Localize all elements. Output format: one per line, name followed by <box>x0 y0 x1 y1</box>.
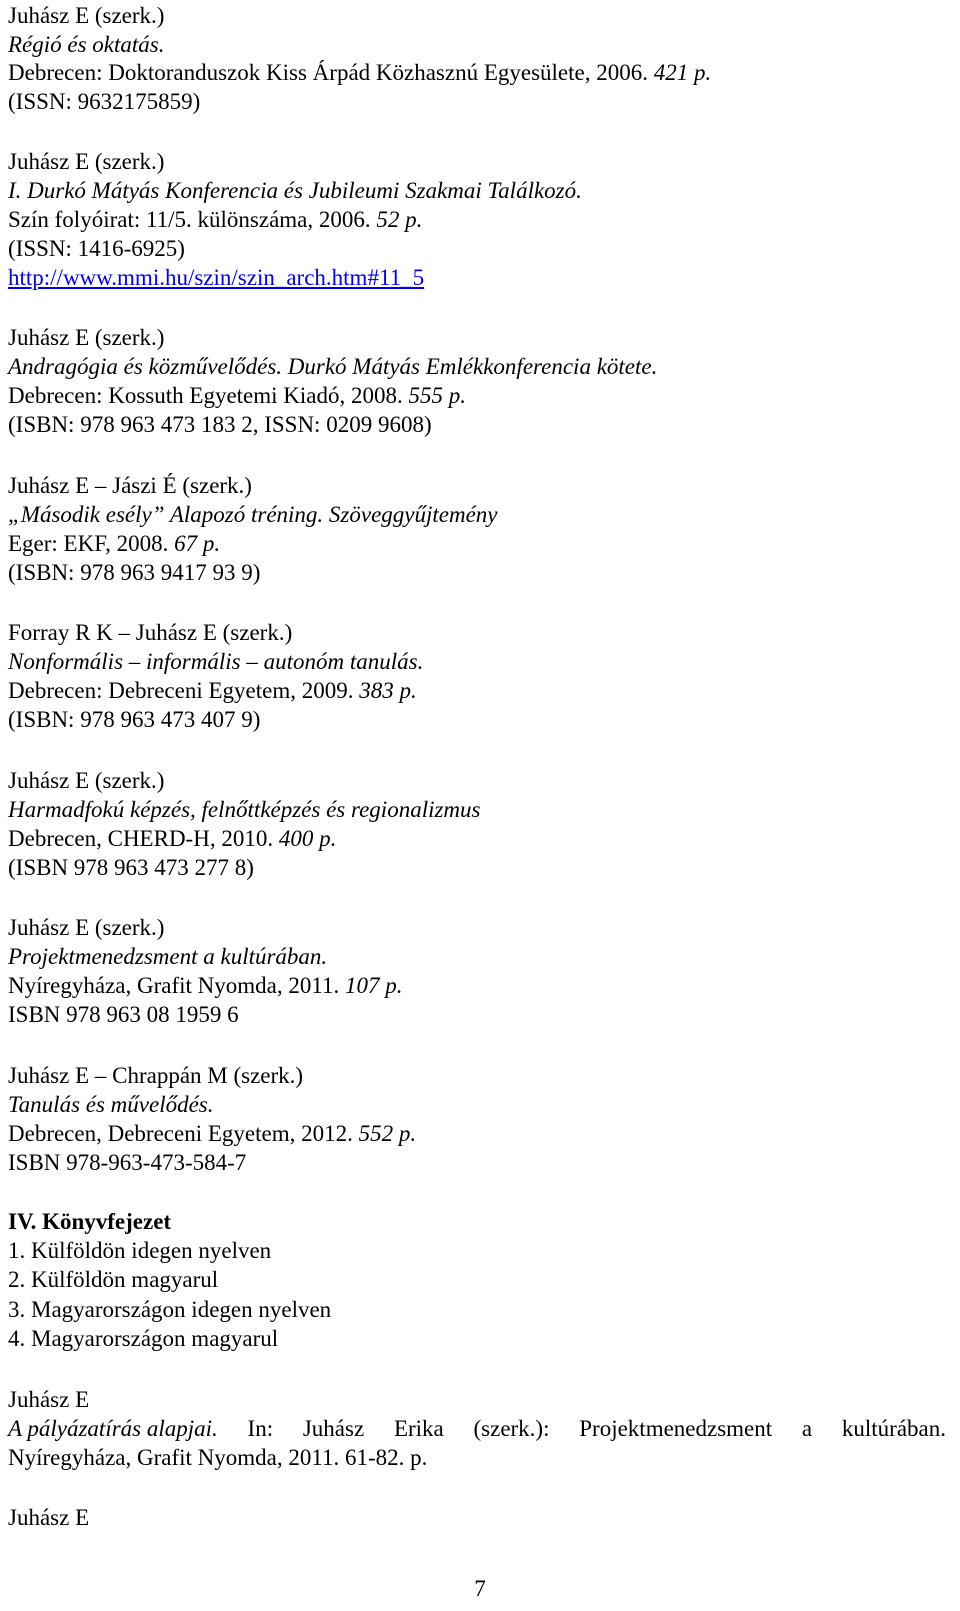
entry-6-publisher-text: Debrecen, CHERD-H, 2010. <box>8 826 279 851</box>
section-item: 1. Külföldön idegen nyelven <box>8 1238 272 1263</box>
citation-word: kultúrában. <box>841 1416 946 1441</box>
entry-8-publisher <box>8 1120 416 1148</box>
entry-4-publisher-text: Eger: EKF, 2008. <box>8 531 175 556</box>
entry-2-pages: 52 p. <box>376 207 423 232</box>
entry-4-title: „Második esély” Alapozó tréning. Szöveggyűjtemény <box>8 502 498 527</box>
entry-3-publisher <box>8 382 466 410</box>
entry-6-pages: 400 p. <box>278 826 337 851</box>
citation-word: (szerk.): <box>473 1416 550 1441</box>
citation-word: a <box>801 1416 813 1441</box>
entry-4-author: Juhász E – Jászi É (szerk.) <box>8 473 252 498</box>
section-heading: IV. Könyvfejezet <box>8 1209 172 1234</box>
citation-word: Projektmenedzsment <box>579 1416 773 1441</box>
entry-5-pages: 383 p. <box>359 678 417 703</box>
entry-7-publisher <box>8 972 403 1000</box>
section-item: 2. Külföldön magyarul <box>8 1267 219 1292</box>
entry-8-publisher-text: Debrecen, Debreceni Egyetem, 2012. <box>8 1121 359 1146</box>
chapter-title: A pályázatírás alapjai. <box>8 1416 218 1441</box>
citation-word: In: <box>247 1416 274 1441</box>
citation-word: Erika <box>393 1416 444 1441</box>
entry-1-title: Régió és oktatás. <box>8 32 165 57</box>
entry-4-publisher <box>8 530 220 558</box>
entry-1-publisher <box>8 59 711 87</box>
section-item: 4. Magyarországon magyarul <box>8 1326 279 1351</box>
entry-6-author: Juhász E (szerk.) <box>8 768 165 793</box>
entry-2-author: Juhász E (szerk.) <box>8 149 165 174</box>
entry-1-pages: 421 p. <box>653 60 712 85</box>
entry-7-publisher-text: Nyíregyháza, Grafit Nyomda, 2011. <box>8 973 346 998</box>
entry-8-title: Tanulás és művelődés. <box>8 1092 214 1117</box>
chapter-publisher: Nyíregyháza, Grafit Nyomda, 2011. 61-82. p. <box>8 1445 428 1470</box>
entry-5-title: Nonformális – informális – autonóm tanulás. <box>8 649 424 674</box>
page-number: 7 <box>474 1576 486 1601</box>
last-author: Juhász E <box>8 1505 90 1530</box>
entry-6-number: (ISBN 978 963 473 277 8) <box>8 855 254 880</box>
entry-5-number: (ISBN: 978 963 473 407 9) <box>8 707 261 732</box>
entry-4-number: (ISBN: 978 963 9417 93 9) <box>8 560 261 585</box>
entry-2-number: (ISSN: 1416-6925) <box>8 236 185 261</box>
entry-7-title: Projektmenedzsment a kultúrában. <box>8 944 328 969</box>
entry-3-title: Andragógia és közművelődés. Durkó Mátyás Emlékkonferencia kötete. <box>8 354 658 379</box>
entry-2-title: I. Durkó Mátyás Konferencia és Jubileumi Szakmai Találkozó. <box>8 178 582 203</box>
entry-3-publisher-text: Debrecen: Kossuth Egyetemi Kiadó, 2008. <box>8 383 409 408</box>
entry-2-publisher-text: Szín folyóirat: 11/5. különszáma, 2006. <box>8 207 377 232</box>
entry-6-publisher <box>8 825 336 853</box>
citation-word: Juhász <box>302 1416 365 1441</box>
entry-8-author: Juhász E – Chrappán M (szerk.) <box>8 1063 304 1088</box>
entry-4-pages: 67 p. <box>174 531 221 556</box>
entry-7-author: Juhász E (szerk.) <box>8 915 165 940</box>
entry-1-publisher-text: Debrecen: Doktoranduszok Kiss Árpád Közhasznú Egyesülete, 2006. <box>8 60 654 85</box>
entry-2-link[interactable]: http://www.mmi.hu/szin/szin_arch.htm#11_5 <box>8 265 425 290</box>
entry-8-pages: 552 p. <box>358 1121 417 1146</box>
entry-7-number: ISBN 978 963 08 1959 6 <box>8 1002 239 1027</box>
chapter-citation <box>8 1415 946 1443</box>
entry-1-author: Juhász E (szerk.) <box>8 3 165 28</box>
entry-7-pages: 107 p. <box>345 973 403 998</box>
entry-3-number: (ISBN: 978 963 473 183 2, ISSN: 0209 9608) <box>8 412 432 437</box>
section-item: 3. Magyarországon idegen nyelven <box>8 1297 332 1322</box>
entry-8-number: ISBN 978-963-473-584-7 <box>8 1150 247 1175</box>
entry-3-author: Juhász E (szerk.) <box>8 325 165 350</box>
entry-1-number: (ISSN: 9632175859) <box>8 89 201 114</box>
entry-5-author: Forray R K – Juhász E (szerk.) <box>8 620 293 645</box>
entry-2-publisher <box>8 206 422 234</box>
entry-3-pages: 555 p. <box>408 383 466 408</box>
entry-5-publisher-text: Debrecen: Debreceni Egyetem, 2009. <box>8 678 360 703</box>
entry-6-title: Harmadfokú képzés, felnőttképzés és regionalizmus <box>8 797 481 822</box>
chapter-author: Juhász E <box>8 1387 90 1412</box>
entry-5-publisher <box>8 677 417 705</box>
